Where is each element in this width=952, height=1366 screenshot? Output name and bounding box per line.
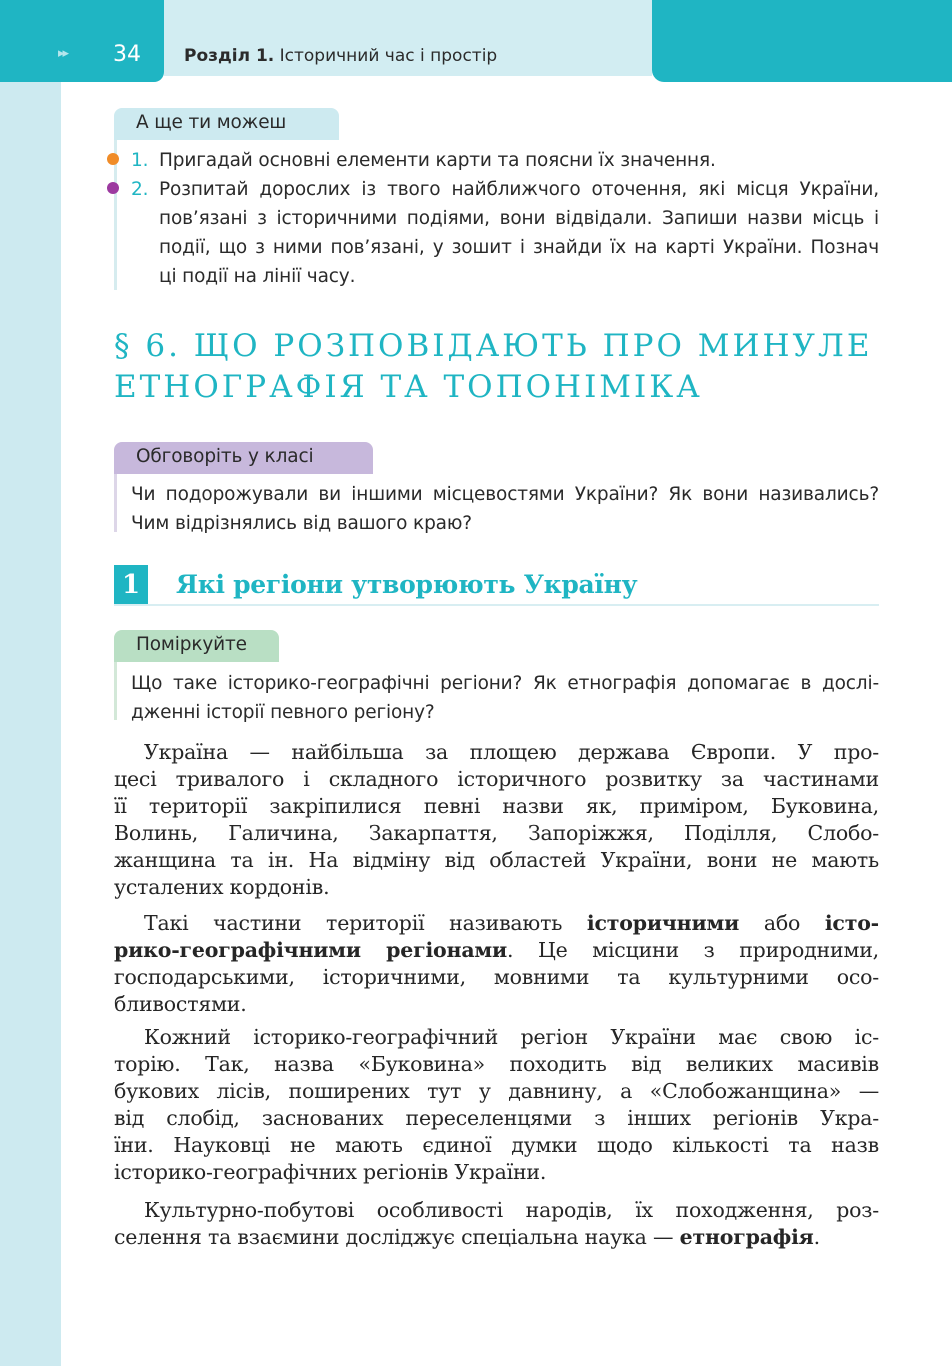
discuss-question xyxy=(131,480,879,538)
text-line: цесі тривалого і складного історичного розвитку за частинами xyxy=(114,767,879,791)
text-line: пов’язані з історичними подіями, вони відвідали. Запиши назви місць і xyxy=(159,208,879,229)
task-text xyxy=(159,175,879,291)
text-line: від слобід, заснованих переселенцями з інших регіонів Укра- xyxy=(114,1106,879,1130)
topic-heading: Які регіони утворюють Україну xyxy=(176,570,638,599)
text-line: жанщина та ін. На відміну від областей України, вони не мають xyxy=(114,848,879,872)
topic-number-badge: 1 xyxy=(114,565,148,605)
text-line: Культурно-побутові особливості народів, їх походження, роз- xyxy=(144,1198,879,1222)
text-line: Чим відрізнялись від вашого краю? xyxy=(131,513,472,534)
text-line: Кожний історико-географічний регіон України має свою іс- xyxy=(144,1025,879,1049)
text-line: дженні історії певного регіону? xyxy=(131,702,435,723)
think-rule xyxy=(114,662,117,720)
paragraph xyxy=(114,910,879,1018)
paragraph xyxy=(114,1197,879,1251)
chapter-label: Розділ 1. xyxy=(184,46,275,66)
task-number: 2. xyxy=(131,179,149,200)
think-tag: Поміркуйте xyxy=(114,630,279,662)
header-right-tab xyxy=(652,0,952,82)
chapter-title xyxy=(184,44,497,68)
paragraph xyxy=(114,739,879,901)
text-line: господарськими, історичними, мовними та культурними осо- xyxy=(114,965,879,989)
term-bold: істо- xyxy=(824,911,879,935)
text-line: Що таке історико-географічні регіони? Як етнографія допомагає в дослі- xyxy=(131,673,879,694)
chapter-name: Історичний час і простір xyxy=(274,46,498,66)
text-line: Розпитай дорослих із твого найближчого оточення, які місця України, xyxy=(159,179,879,200)
text-line: їни. Науковці не мають єдиної думки щодо кількості та назв xyxy=(114,1133,879,1157)
discuss-tag: Обговоріть у класі xyxy=(114,442,373,474)
text-line: Волинь, Галичина, Закарпаття, Запоріжжя, Поділля, Слобо- xyxy=(114,821,879,845)
text-line xyxy=(114,910,879,937)
topic-underline xyxy=(114,604,879,606)
text-run: . xyxy=(813,1225,820,1249)
text-line: ці події на лінії часу. xyxy=(159,266,356,287)
text-line: торію. Так, назва «Буковина» походить від великих масивів xyxy=(114,1052,879,1076)
text-run: селення та взаємини досліджує спеціальна наука — xyxy=(114,1225,680,1249)
text-line: історико-географічних регіонів України. xyxy=(114,1160,547,1184)
text-run: Такі частини території називають xyxy=(144,911,587,935)
text-line: події, що з ними пов’язані, у зошит і знайди їх на карті України. Познач xyxy=(159,237,879,258)
task-number: 1. xyxy=(131,150,149,171)
term-bold: історичними xyxy=(586,911,740,935)
text-run: . Це місцини з природними, xyxy=(507,938,879,962)
text-run: або xyxy=(739,911,825,935)
text-line: усталених кордонів. xyxy=(114,875,330,899)
think-question xyxy=(131,669,879,727)
term-bold: етнографія xyxy=(679,1225,814,1249)
paragraph xyxy=(114,1024,879,1186)
orange-dot-icon xyxy=(107,153,119,165)
section-title-line: ЕТНОГРАФІЯ ТА ТОПОНІМІКА xyxy=(114,369,703,405)
task-text: Пригадай основні елементи карти та поясни їх значення. xyxy=(159,150,716,171)
text-line: букових лісів, поширених тут у давнину, а «Слобожанщина» — xyxy=(114,1079,879,1103)
text-line: Чи подорожували ви іншими місцевостями України? Як вони називались? xyxy=(131,484,879,505)
left-margin-strip xyxy=(0,0,61,1366)
discuss-rule xyxy=(114,474,117,532)
page-arrows-icon: ▸▸ xyxy=(58,46,68,61)
extra-tasks-tag: А ще ти можеш xyxy=(114,108,339,140)
purple-dot-icon xyxy=(107,182,119,194)
text-line: її території закріпилися певні назви як, приміром, Буковина, xyxy=(114,794,879,818)
term-bold: рико-географічними регіонами xyxy=(114,938,508,962)
text-line: бливостями. xyxy=(114,992,247,1016)
section-title-line: § 6. ЩО РОЗПОВІДАЮТЬ ПРО МИНУЛЕ xyxy=(114,328,873,364)
text-line xyxy=(114,937,879,964)
text-line: Україна — найбільша за площею держава Європи. У про- xyxy=(144,740,879,764)
page-number: 34 xyxy=(113,42,141,67)
text-line xyxy=(114,1224,879,1251)
